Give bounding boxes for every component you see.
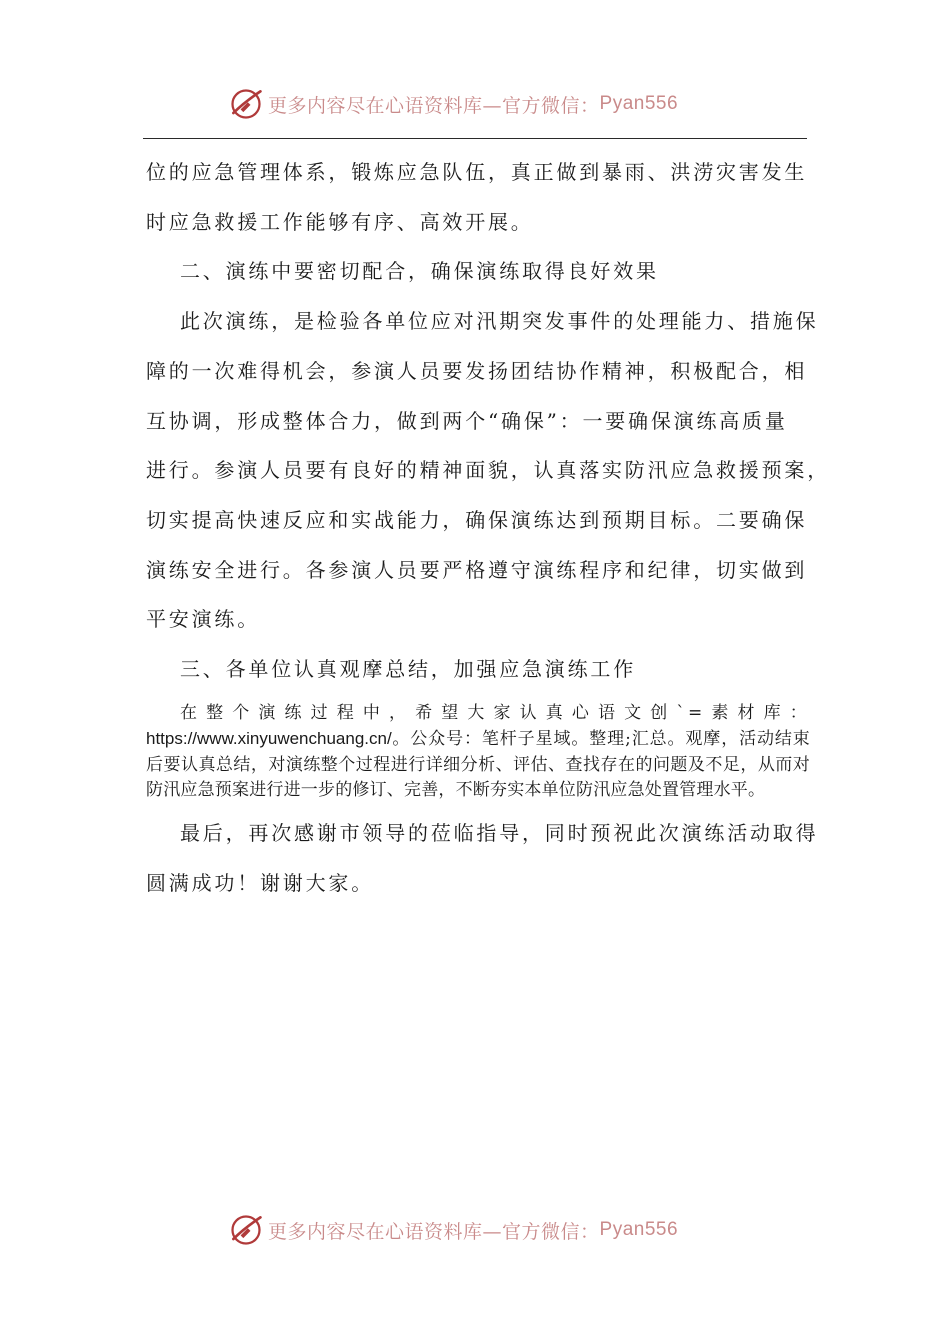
body-line-5: 障的一次难得机会，参演人员要发扬团结协作精神，积极配合，相 — [146, 358, 808, 383]
body-line-2: 时应急救援工作能够有序、高效开展。 — [146, 209, 534, 234]
header-banner-text: 更多内容尽在心语资料库—官方微信： — [268, 94, 600, 117]
section-heading-3: 三、各单位认真观摩总结，加强应急演练工作 — [180, 657, 636, 682]
header-wechat-id: Pyan556 — [599, 93, 679, 114]
closing-line-1: 最后，再次感谢市领导的莅临指导，同时预祝此次演练活动取得 — [180, 821, 819, 846]
dense-paragraph — [146, 701, 810, 804]
footer-banner-text: 更多内容尽在心语资料库—官方微信： — [268, 1220, 600, 1243]
pen-logo-icon — [228, 1212, 264, 1248]
body-line-8: 切实提高快速反应和实战能力，确保演练达到预期目标。二要确保 — [146, 507, 808, 532]
pen-logo-icon — [228, 86, 264, 122]
dense-paragraph-rest: 。公众号：笔杆子星域。整理;汇总。观摩，活动结束后要认真总结，对演练整个过程进行详细分析、评估、查找存在的问题及不足，从而对防汛应急预案进行进一步的修订、完善，不断夯实本单位防汛应急处置管理水平。 — [146, 729, 810, 800]
body-line-6: 互协调，形成整体合力，做到两个“确保”：一要确保演练高质量 — [146, 408, 788, 433]
section-heading-2: 二、演练中要密切配合，确保演练取得良好效果 — [180, 259, 659, 284]
document-body — [146, 148, 830, 909]
body-line-1: 位的应急管理体系，锻炼应急队伍，真正做到暴雨、洪涝灾害发生 — [146, 160, 808, 184]
footer-watermark-banner — [0, 1208, 950, 1252]
body-line-9: 演练安全进行。各参演人员要严格遵守演练程序和纪律，切实做到 — [146, 557, 808, 582]
body-line-10: 平安演练。 — [146, 607, 260, 632]
body-line-4: 此次演练，是检验各单位应对汛期突发事件的处理能力、措施保 — [180, 309, 819, 334]
footer-wechat-id: Pyan556 — [599, 1219, 679, 1240]
website-link-text: https://www.xinyuwenchuang.cn/ — [146, 729, 392, 749]
body-line-7: 进行。参演人员要有良好的精神面貌，认真落实防汛应急救援预案， — [146, 458, 830, 483]
header-divider — [143, 138, 807, 139]
closing-line-2: 圆满成功！谢谢大家。 — [146, 871, 374, 896]
dense-paragraph-start: 在整个演练过程中，希望大家认真心语文创`=素材库： — [180, 702, 810, 723]
header-watermark-banner — [0, 82, 950, 126]
